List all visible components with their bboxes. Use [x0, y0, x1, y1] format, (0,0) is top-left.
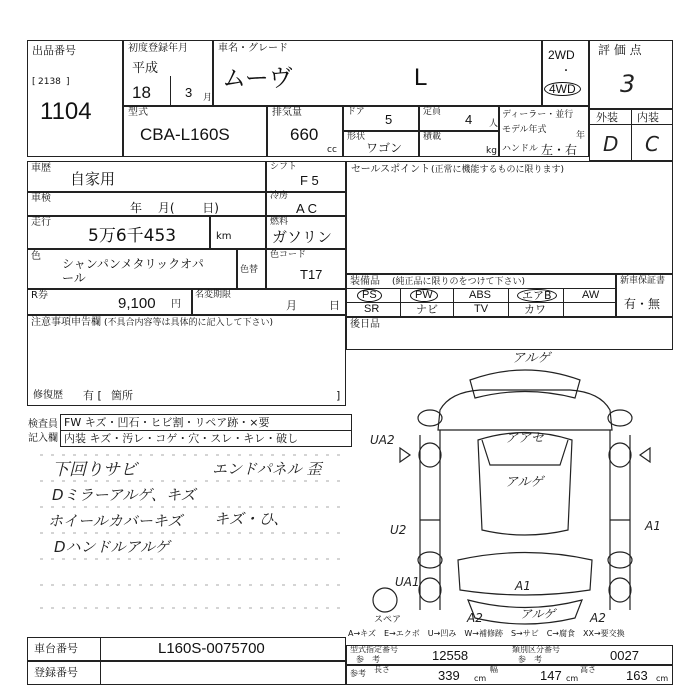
ac-label: 冷房 [270, 191, 289, 201]
damage-legend: A→キズ E→エクボ U→凹み W→補修跡 S→サビ C→腐食 XX→要交換 [348, 629, 625, 638]
handle-value: 左・右 [541, 143, 578, 157]
hw-note-2: Dミラーアルゲ、キズ [52, 486, 196, 504]
size-ref: 参考 [350, 669, 366, 678]
color-code-value: T17 [300, 267, 323, 282]
shift-value: F 5 [300, 173, 319, 188]
width-value: 147 [540, 668, 562, 683]
size-box [346, 665, 673, 685]
lot-sub-number: 2138 [38, 77, 61, 87]
lot-number: 1104 [40, 98, 92, 125]
inspector-label-1: 検査員 [28, 419, 58, 430]
kg-unit: kg [486, 146, 497, 156]
chassis-number: L160S-0075700 [158, 640, 265, 657]
front-bumper [470, 370, 580, 398]
month-unit: 月 [203, 93, 213, 103]
reg-label: 登録番号 [34, 666, 78, 679]
length-label: 長さ [374, 665, 390, 674]
recycle-value: 9,100 [118, 295, 156, 312]
reg-year: 18 [132, 83, 151, 102]
inspection-label: 車検 [31, 193, 51, 204]
expiry-month: 月 [286, 299, 297, 312]
selling-label: セールスポイント [351, 164, 431, 175]
model-year-label: モデル年式 [502, 125, 547, 135]
handle-label: ハンドル [502, 144, 539, 154]
mark-rear-left: A2 [467, 611, 483, 625]
doors-value: 5 [385, 112, 393, 127]
score-label: 評 価 点 [598, 43, 642, 57]
exterior-grade: D [603, 132, 619, 156]
mark-left-rear: UA1 [395, 575, 420, 589]
equip-abs: ABS [469, 289, 492, 301]
color-code-label: 色コード [270, 250, 307, 260]
mark-rear-center: アルゲ [520, 607, 556, 621]
equipment-sub: (純正品に限りのをつけて下さい) [392, 277, 526, 287]
mark-roof-1: アアセ [505, 431, 544, 446]
load-label: 積載 [423, 132, 442, 142]
notes-sub: (不具合内容等は具体的に記入して下さい) [104, 318, 274, 328]
doors-label: ドア [347, 107, 365, 117]
height-unit: cm [656, 674, 669, 683]
equip-aw: AW [582, 289, 600, 301]
hw-note-6: キズ・ひ、 [214, 510, 289, 528]
color-change-label: 色替 [240, 265, 259, 275]
repair-value: 有 [ [83, 389, 102, 402]
equip-tv: TV [474, 303, 489, 315]
class-value: 0027 [610, 648, 639, 663]
first-reg-label: 初度登録年月 [128, 43, 188, 54]
equip-pw: PW [410, 289, 438, 302]
reg-month: 3 [185, 85, 193, 100]
hw-note-4: Dハンドルアルゲ [54, 538, 170, 556]
grade: L [414, 64, 428, 91]
repair-label: 修復歴 [33, 390, 63, 401]
hw-note-1: 下回りサビ [52, 460, 137, 480]
mileage-value: 5万6千453 [88, 226, 177, 246]
equip-navi: ナビ [416, 303, 438, 316]
expiry-day: 日 [329, 299, 340, 312]
selling-sub: (正常に機能するものに限ります) [431, 165, 565, 175]
auction-sheet: 出品番号 2138 [ ] 1104 初度登録年月 平成 18 3 月 車名・グレード ムーヴ L 2WD ・ 4WD 評 価 点 3 外装 内装 D C 型式 CBA-L160S 排気量 660 cc ドア 5 定員 4 人 形状 ワゴン 積載 kg ディーラー・並行 モデル年式 年 ハンドル 左・右 車歴 自家用 シフト F 5 車検 年 月( 日) 冷房 A C 走行 5万6千453 km 燃料 ガソリン 色 シャンパンメタリックオパ ール 色替 色コード T17 R券 9,100 円 名変期限 月 日 注意事項申告欄 (不具合内容等は具体的に記入して下さい) 修復歴 有 [ 箇所 ] セールスポイント (正常に機能するものに限ります) 装備品 (純正品に限りのをつけて下さい) PS PW ABS エアB AW SR ナビ TV カワ 新車保証書 有・無 後日品 検査員 記入欄 FW キズ・凹石・ヒビ割・リペア跡・×要 内装 キズ・汚レ・コゲ・穴・スレ・キレ・破し 下回りサビ Dミラーアルゲ、キズ ホイールカバーキズ Dハンドルアルゲ エンドパネル 歪 キズ・ひ、 アルゲ アアセ アルゲ UA2 U2 A1 UA1 A1 A2 アルゲ A2 スペア A→キズ E→エクボ U→凹み W→補修跡 S→サビ C→腐食 XX→要交換 車台番号 L160S-0075700 登録番号 型式指定番号 参 考 12558 類別区分番号 参 考 0027 参考 長さ 339 cm 幅 147 cm 高さ 163 cm [0, 0, 700, 700]
body-label: 形状 [347, 132, 366, 142]
equip-airbag: エアB [517, 289, 557, 302]
displacement-label: 排気量 [272, 107, 302, 118]
mark-rear-window: A1 [515, 579, 531, 593]
exterior-label: 外装 [596, 111, 618, 124]
mark-left-front: UA2 [370, 433, 395, 447]
inspector-label-2: 記入欄 [28, 433, 58, 444]
color-line2: ール [62, 271, 86, 285]
dealer-label: ディーラー・並行 [502, 110, 574, 120]
hood [438, 390, 612, 430]
color-line1: シャンパンメタリックオパ [62, 257, 204, 271]
interior-label: 内装 [637, 111, 659, 124]
equip-ps: PS [357, 289, 382, 302]
notes-label: 注意事項申告欄 [31, 317, 101, 328]
ac-value: A C [296, 201, 317, 216]
inspector-line-2: 内装 キズ・汚レ・コゲ・穴・スレ・キレ・破し [64, 432, 299, 445]
km-unit: km [216, 231, 232, 242]
type-no-value: 12558 [432, 648, 469, 663]
fuel-value: ガソリン [272, 228, 333, 246]
drive-2wd: 2WD [548, 48, 575, 62]
seats-value: 4 [465, 112, 473, 127]
width-unit: cm [566, 674, 579, 683]
drive-4wd: 4WD [544, 82, 581, 96]
car-label: 車名・グレード [218, 43, 288, 54]
seats-unit: 人 [489, 119, 499, 129]
repair-close: ] [336, 389, 341, 402]
displacement-value: 660 [290, 125, 319, 144]
length-unit: cm [474, 674, 487, 683]
mark-left-mid: U2 [390, 523, 407, 537]
car-name: ムーヴ [222, 64, 293, 92]
recycle-label: R券 [31, 290, 48, 301]
equipment-label: 装備品 [350, 276, 380, 287]
model-label: 型式 [128, 107, 148, 118]
warranty-label: 新車保証書 [620, 276, 666, 286]
fuel-label: 燃料 [270, 217, 289, 227]
type-no-ref: 参 考 [356, 655, 380, 664]
mileage-label: 走行 [31, 217, 51, 228]
shift-label: シフト [270, 162, 298, 172]
mark-front: アルゲ [512, 351, 551, 366]
hw-note-3: ホイールカバーキズ [48, 512, 183, 530]
mark-rear-right: A2 [590, 611, 606, 625]
rear-label: 後日品 [350, 319, 380, 330]
inspector-line-1: FW キズ・凹石・ヒビ割・リペア跡・×要 [64, 416, 270, 429]
seats-label: 定員 [423, 107, 442, 117]
lot-label: 出品番号 [32, 44, 76, 57]
repair-unit: 箇所 [111, 389, 133, 402]
mark-right-mid: A1 [645, 519, 661, 533]
height-label: 高さ [580, 665, 596, 674]
era: 平成 [132, 61, 159, 76]
class-ref: 参 考 [518, 655, 542, 664]
history-value: 自家用 [70, 170, 116, 188]
height-value: 163 [626, 668, 648, 683]
model-year-unit: 年 [576, 131, 586, 141]
equip-sr: SR [364, 303, 380, 315]
inspection-value: 年 月( 日) [130, 201, 219, 215]
mark-roof-2: アルゲ [505, 475, 544, 490]
class-label: 類別区分番号 [512, 645, 560, 654]
model-code: CBA-L160S [140, 125, 230, 144]
history-label: 車歴 [31, 163, 51, 174]
hw-note-5: エンドパネル 歪 [212, 460, 322, 478]
length-value: 339 [438, 668, 460, 683]
recycle-yen: 円 [171, 299, 181, 310]
cc-unit: cc [327, 145, 337, 155]
body-value: ワゴン [366, 141, 403, 155]
chassis-label: 車台番号 [34, 642, 78, 655]
score-value: 3 [620, 70, 636, 98]
color-label: 色 [31, 251, 41, 262]
spare-label: スペア [374, 615, 402, 625]
equip-leather: カワ [524, 303, 546, 316]
interior-grade: C [645, 132, 659, 156]
warranty-value: 有・無 [624, 297, 661, 311]
expiry-label: 名変期限 [195, 290, 232, 300]
width-label: 幅 [490, 665, 498, 674]
type-no-label: 型式指定番号 [350, 645, 398, 654]
